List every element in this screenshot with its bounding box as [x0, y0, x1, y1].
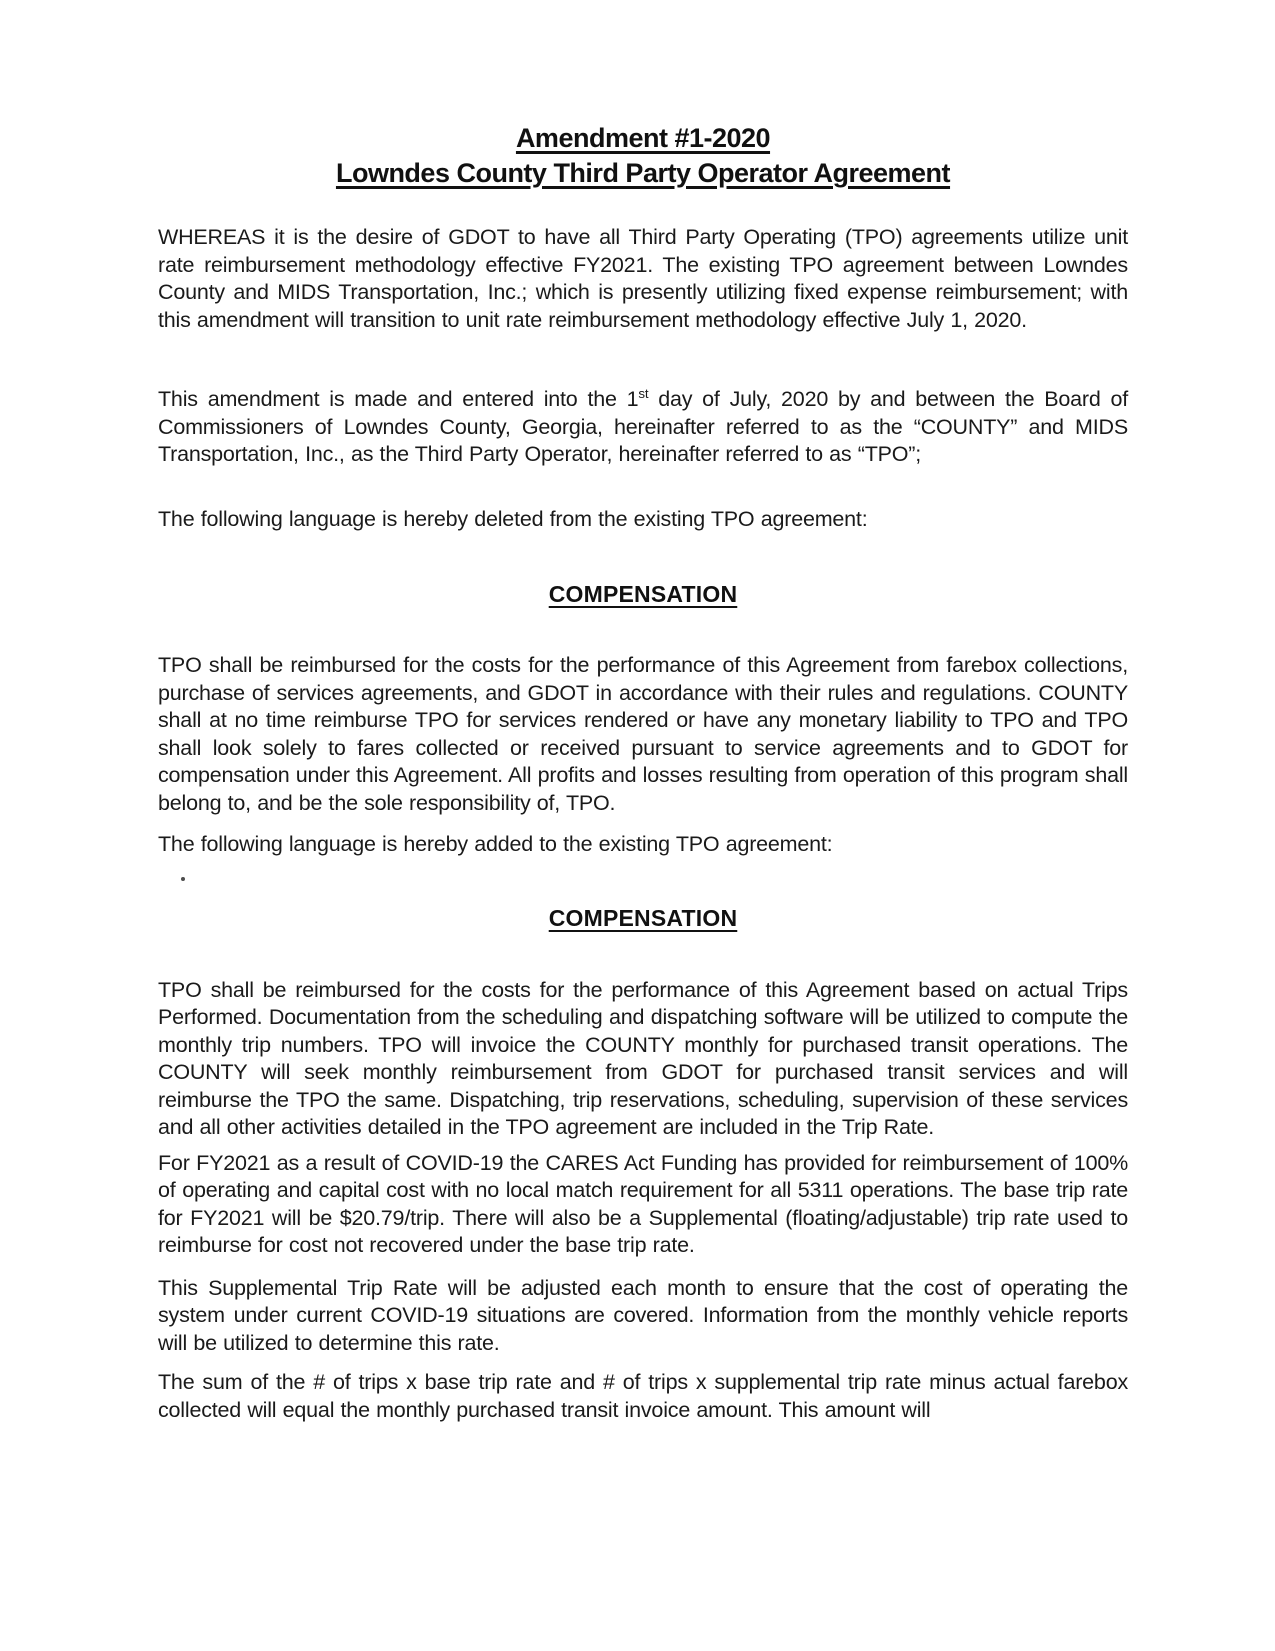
- document-title-line-1: Amendment #1-2020: [515, 123, 771, 153]
- line-added-intro: The following language is hereby added to the existing TPO agreement:: [158, 832, 833, 856]
- section-heading-compensation-deleted: [158, 579, 1128, 609]
- section-heading-compensation-added: [158, 903, 1128, 933]
- paragraph-fy2021-cares: For FY2021 as a result of COVID-19 the CARES Act Funding has provided for reimbursement of 100% of operating and capital cost with no local match requirement for all 5311 operations. The base trip rate for FY2021 will be $20.79/trip. There will also be a Supplemental (floating/adjustable) trip rate used to reimburse for cost not recovered under the base trip rate.: [158, 1150, 1128, 1257]
- paragraph-amendment-date: [158, 386, 1128, 469]
- paragraph-supplemental-rate: This Supplemental Trip Rate will be adjusted each month to ensure that the cost of operating the system under current COVID-19 situations are covered. Information from the monthly vehicle reports will be utilized to determine this rate.: [158, 1275, 1128, 1355]
- document-title-line-2: Lowndes County Third Party Operator Agreement: [335, 158, 951, 188]
- paragraph-invoice-sum: The sum of the # of trips x base trip rate and # of trips x supplemental trip rate minus actual farebox collected will equal the monthly purchased transit invoice amount. This amount will: [158, 1370, 1128, 1422]
- line-deleted-intro: The following language is hereby deleted from the existing TPO agreement:: [158, 506, 868, 531]
- document-title-block: [158, 121, 1128, 191]
- scan-artifact-dot: [181, 877, 185, 881]
- amendment-text-post: day of July, 2020 by and between the Board of Commissioners of Lowndes County, Georgia, hereinafter referred to as the “COUNTY” and MIDS Transportation, Inc., as the Third Party Operator, hereinafter referred to as “TPO”;: [158, 387, 1128, 466]
- paragraph-compensation-deleted: TPO shall be reimbursed for the costs for the performance of this Agreement from farebox collections, purchase of services agreements, and GDOT in accordance with their rules and regulations. COUNTY shall at no time reimburse TPO for services rendered or have any monetary liability to TPO and TPO shall look solely to fares collected or received pursuant to service agreements and to GDOT for compensation under this Agreement. All profits and losses resulting from operation of this program shall belong to, and be the sole responsibility of, TPO.: [158, 653, 1128, 815]
- paragraph-compensation-added: TPO shall be reimbursed for the costs for the performance of this Agreement based on actual Trips Performed. Documentation from the scheduling and dispatching software will be utilized to compute the monthly trip numbers. TPO will invoice the COUNTY monthly for purchased transit operations. The COUNTY will seek monthly reimbursement from GDOT for purchased transit services and will reimburse the TPO the same. Dispatching, trip reservations, scheduling, supervision of these services and all other activities detailed in the TPO agreement are included in the Trip Rate.: [158, 977, 1128, 1139]
- paragraph-whereas: WHEREAS it is the desire of GDOT to have all Third Party Operating (TPO) agreements utilize unit rate reimbursement methodology effective FY2021. The existing TPO agreement between Lowndes County and MIDS Transportation, Inc.; which is presently utilizing fixed expense reimbursement; with this amendment will transition to unit rate reimbursement methodology effective July 1, 2020.: [158, 225, 1128, 332]
- section-heading-compensation-added-text: COMPENSATION: [548, 904, 738, 931]
- amendment-text-pre: This amendment is made and entered into the 1: [158, 387, 639, 411]
- section-heading-compensation-deleted-text: COMPENSATION: [548, 581, 738, 607]
- ordinal-superscript: st: [638, 385, 649, 401]
